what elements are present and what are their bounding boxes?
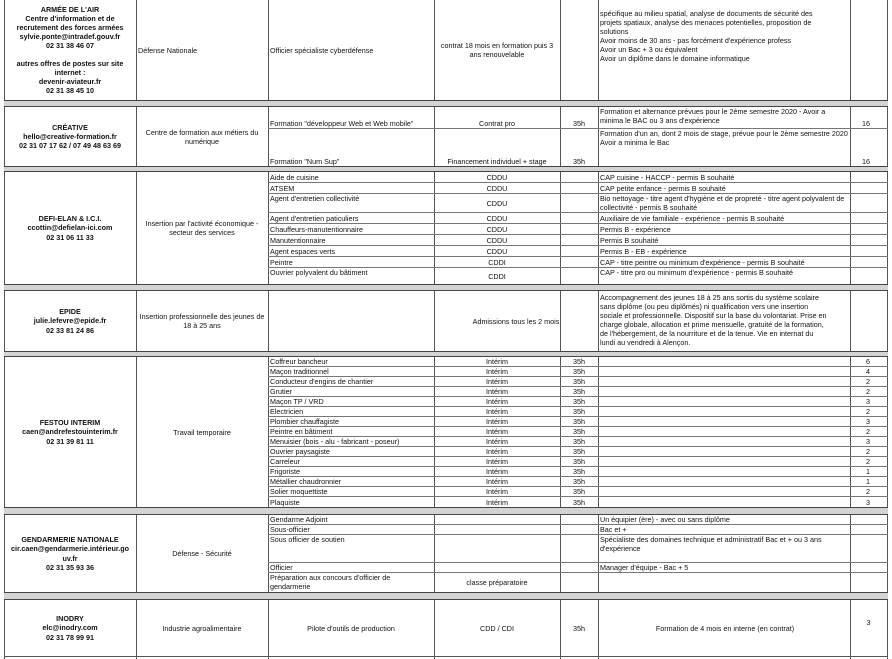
positions-count: 4 — [866, 367, 870, 376]
contract-type: Intérim — [486, 487, 508, 496]
contract-type: CDDU — [486, 224, 508, 234]
requirements — [598, 427, 850, 436]
contract-type — [434, 515, 560, 524]
table-row — [268, 387, 888, 397]
job-title: Officier — [270, 563, 293, 572]
table-row — [268, 487, 888, 497]
hours: 35h — [573, 367, 585, 376]
contract-type: Intérim — [486, 367, 508, 376]
sector-creative: Centre de formation aux métiers du numérique — [145, 127, 259, 146]
org-armee — [4, 0, 136, 100]
hours — [560, 194, 598, 212]
job-title: Menuisier (bois - alu - fabricant - poseur) — [270, 437, 400, 446]
requirements: CAP - titre pro ou minimum d'expérience - permis B souhaité — [600, 268, 793, 277]
requirements — [598, 467, 850, 476]
req-line: lundi au vendredi à Alençon. — [600, 338, 691, 347]
org-phone: 02 31 39 81 11 — [46, 436, 94, 446]
org-line: recrutement des forces armées — [16, 22, 124, 32]
org-email[interactable]: sylvie.ponte@intradef.gouv.fr — [19, 32, 121, 42]
positions-count — [850, 268, 888, 284]
org-email[interactable]: cir.caen@gendarmerie.intérieur.go — [10, 544, 130, 554]
positions-count: 3 — [866, 437, 870, 446]
positions-count: 1 — [866, 467, 870, 476]
table-row — [268, 367, 888, 377]
job-title: Coffreur bancheur — [270, 357, 328, 366]
job-title: Sous officier de soutien — [270, 535, 345, 544]
contract-armee: contrat 18 mois en formation puis 3 ans renouvelable — [440, 41, 554, 59]
contract-type: CDDI — [488, 257, 506, 267]
org-email[interactable]: ccottin@defielan-ici.com — [27, 223, 113, 233]
positions-count — [850, 194, 888, 212]
contract-type: CDDU — [486, 213, 508, 223]
job-title: Agent d'entretien collectivité — [270, 194, 360, 203]
table-row — [268, 427, 888, 437]
positions-count: 1 — [866, 477, 870, 486]
requirements: CAP petite enfance - permis B souhaité — [600, 183, 726, 193]
positions-count: 2 — [866, 407, 870, 416]
hours: 35h — [573, 447, 585, 456]
requirements: Formation et alternance prévues pour le 2ème semestre 2020 - Avoir a minima le BAC ou 3 ans d'expérience — [600, 107, 826, 125]
job-offers-table — [4, 0, 888, 659]
requirements — [598, 447, 850, 456]
table-row — [268, 417, 888, 427]
requirements — [598, 437, 850, 446]
job-title: Maçon TP / VRD — [270, 397, 324, 406]
requirements: Manager d'équipe - Bac + 5 — [600, 563, 689, 572]
hours — [560, 535, 598, 562]
requirements — [598, 497, 850, 507]
req-line: spécifique au milieu spatial, analyse de documents de sécurité des — [600, 9, 813, 18]
org-name: FESTOU INTERIM — [39, 418, 101, 428]
table-row — [268, 397, 888, 407]
sector-gendarmerie: Défense - Sécurité — [172, 549, 232, 558]
job-title: Frigoriste — [270, 467, 300, 476]
contract-type: classe préparatoire — [466, 578, 528, 587]
job-title: Formation "Num Sup" — [270, 157, 340, 166]
table-row — [268, 213, 888, 224]
req-line: charge globale, allocation et prime mensuelle, gratuité de la formation, — [600, 320, 824, 329]
job-title: Ouvrier polyvalent du bâtiment — [270, 268, 368, 277]
positions-count — [850, 573, 888, 592]
contract-type: Financement individuel + stage — [447, 157, 547, 166]
positions-count — [850, 183, 888, 193]
requirements — [598, 407, 850, 416]
requirements: Formation d'un an, dont 2 mois de stage, prévue pour le 2ème semestre 2020 Avoir a minima le Bac — [600, 129, 848, 147]
org-phone: 02 31 78 99 91 — [46, 632, 94, 642]
sector-epide: Insertion professionnelle des jeunes de 18 à 25 ans — [139, 312, 265, 330]
contract-type: CDDU — [486, 198, 508, 208]
job-title: Plaquiste — [270, 497, 300, 507]
org-phone: 02 31 07 17 62 / 07 49 48 63 69 — [19, 141, 121, 151]
table-row — [268, 497, 888, 507]
contract-type: Intérim — [486, 477, 508, 486]
sector-inodry: Industrie agroalimentaire — [162, 623, 242, 633]
positions-count — [850, 515, 888, 524]
job-title: Plombier chauffagiste — [270, 417, 339, 426]
contract-type: Intérim — [486, 467, 508, 476]
job-title: Gendarme Adjoint — [270, 515, 328, 524]
req-line: Avoir un diplôme dans le domaine informatique — [600, 54, 750, 63]
org-email[interactable]: hello@creative-formation.fr — [23, 131, 117, 141]
contract-inodry: CDD / CDI — [480, 623, 514, 633]
sector-armee: Défense Nationale — [138, 45, 198, 55]
requirements — [598, 367, 850, 376]
hours: 35h — [573, 477, 585, 486]
table-row — [268, 377, 888, 387]
positions-count: 6 — [866, 357, 870, 366]
sector-defi-elan: Insertion par l'activité économique - secteur des services — [145, 219, 259, 237]
req-line: solutions — [600, 27, 629, 36]
table-row — [268, 268, 888, 284]
contract-type: Intérim — [486, 447, 508, 456]
requirements — [598, 387, 850, 396]
contract-type — [434, 563, 560, 572]
contract-type: Intérim — [486, 377, 508, 386]
contract-type: Intérim — [486, 407, 508, 416]
hours — [560, 224, 598, 234]
section-separator — [4, 284, 888, 291]
requirements: Permis B souhaité — [600, 235, 659, 245]
table-row — [268, 129, 888, 166]
contract-type: Intérim — [486, 437, 508, 446]
positions-count: 16 — [862, 119, 870, 128]
requirements: CAP - titre peintre ou minimum d'expérience - permis B souhaité — [600, 257, 805, 267]
job-title: Sous-officier — [270, 525, 310, 534]
table-row — [268, 573, 888, 592]
hours: 35h — [573, 377, 585, 386]
hours: 35h — [573, 497, 585, 507]
requirements — [598, 397, 850, 406]
positions-count — [850, 257, 888, 267]
positions-count: 16 — [862, 157, 870, 166]
contract-type: Intérim — [486, 457, 508, 466]
requirements — [598, 477, 850, 486]
org-line: internet : — [54, 67, 86, 77]
table-row — [268, 535, 888, 563]
hours: 35h — [573, 157, 585, 166]
org-creative — [4, 107, 136, 166]
org-phone: 02 31 38 46 07 — [46, 41, 94, 51]
job-title: Manutentionnaire — [270, 235, 326, 245]
job-title: Peintre en bâtiment — [270, 427, 333, 436]
hours: 35h — [573, 487, 585, 496]
requirements — [598, 417, 850, 426]
job-title: Formation "développeur Web et Web mobile" — [270, 119, 414, 128]
job-title: Carreleur — [270, 457, 300, 466]
hours — [560, 515, 598, 524]
req-line: sans diplôme (ou peu diplômés) ni qualification vers une insertion — [600, 302, 809, 311]
positions-count — [850, 213, 888, 223]
org-phone: 02 31 35 93 36 — [46, 562, 94, 572]
org-inodry — [4, 600, 136, 656]
job-title: Solier moquettiste — [270, 487, 328, 496]
requirements — [598, 357, 850, 366]
hours — [560, 246, 598, 256]
contract-type: CDDU — [486, 172, 508, 182]
positions-count: 2 — [866, 427, 870, 436]
requirements — [598, 487, 850, 496]
sector-festou: Travail temporaire — [173, 427, 231, 437]
section-separator — [4, 507, 888, 515]
col-divider — [136, 0, 137, 659]
job-title: Agent espaces verts — [270, 246, 336, 256]
org-line: Centre d'information et de — [25, 13, 115, 23]
org-festou — [4, 357, 136, 507]
positions-count: 3 — [866, 497, 870, 507]
hours — [560, 257, 598, 267]
positions-count — [850, 246, 888, 256]
req-line: sociale et professionnelle. Dispositif sur la base du volontariat. Prise en — [600, 311, 827, 320]
contract-type — [434, 525, 560, 534]
table-row — [268, 563, 888, 573]
hours: 35h — [573, 387, 585, 396]
hours: 35h — [573, 407, 585, 416]
requirements — [598, 457, 850, 466]
positions-count — [850, 563, 888, 572]
requirements: CAP cuisine - HACCP - permis B souhaité — [600, 172, 735, 182]
hours: 35h — [573, 467, 585, 476]
contract-type: CDDU — [486, 246, 508, 256]
org-email[interactable]: uv.fr — [62, 553, 78, 563]
org-name: CRÉATIVE — [52, 122, 88, 132]
requirements: Auxiliaire de vie familiale - expérience - permis B souhaité — [600, 213, 785, 223]
org-epide — [4, 291, 136, 351]
org-line: autres offres de postes sur site — [16, 58, 124, 68]
positions-count: 3 — [866, 417, 870, 426]
req-line: projets spatiaux, analyse des menaces potentielles, proposition de — [600, 18, 812, 27]
requirements-inodry: Formation de 4 mois en interne (en contrat) — [655, 623, 795, 633]
positions-count: 2 — [866, 447, 870, 456]
hours — [560, 563, 598, 572]
table-row — [268, 183, 888, 194]
requirements: Spécialiste des domaines technique et administratif Bac et + ou 3 ans d'expérience — [600, 535, 822, 553]
job-inodry: Pilote d'outils de production — [307, 623, 395, 633]
org-name: GENDARMERIE NATIONALE — [21, 535, 119, 545]
table-row — [268, 172, 888, 183]
hours — [560, 213, 598, 223]
contract-type: Intérim — [486, 417, 508, 426]
hours: 35h — [573, 427, 585, 436]
positions-count: 2 — [866, 387, 870, 396]
table-row — [268, 224, 888, 235]
table-row — [268, 107, 888, 129]
job-title: Ouvrier paysagiste — [270, 447, 330, 456]
contract-type: Intérim — [486, 357, 508, 366]
requirements — [598, 377, 850, 386]
contract-type: CDDU — [486, 235, 508, 245]
org-email[interactable]: julie.lefevre@epide.fr — [33, 316, 107, 326]
contract-type: CDDI — [488, 271, 506, 281]
hours — [560, 525, 598, 534]
row-bottom-border — [4, 656, 888, 657]
requirements: Bio nettoyage - titre agent d'hygiène et de propreté - titre agent polyvalent de collectivité - permis B souhaité — [600, 194, 845, 212]
requirements: Bac et + — [600, 525, 627, 534]
positions-count: 3 — [866, 617, 871, 627]
org-phone: 02 31 38 45 10 — [46, 86, 94, 96]
job-title: Electricien — [270, 407, 304, 416]
positions-count — [850, 172, 888, 182]
table-row — [268, 257, 888, 268]
job-title: Grutier — [270, 387, 292, 396]
contract-epide: Admissions tous les 2 mois — [472, 316, 560, 326]
positions-count — [850, 535, 888, 562]
hours: 35h — [573, 397, 585, 406]
table-row — [268, 235, 888, 246]
table-row — [268, 515, 888, 525]
req-line: Avoir moins de 30 ans - pas forcément d'expérience profess — [600, 36, 792, 45]
job-title: Aide de cuisine — [270, 172, 319, 182]
positions-count: 2 — [866, 377, 870, 386]
hours: 35h — [573, 357, 585, 366]
requirements: Permis B - expérience — [600, 224, 671, 234]
hours: 35h — [573, 457, 585, 466]
table-row — [268, 525, 888, 535]
requirements: Permis B - EB - expérience — [600, 246, 687, 256]
table-row — [268, 407, 888, 417]
job-title: ATSEM — [270, 183, 295, 193]
org-defi-elan — [4, 172, 136, 284]
table-row — [268, 457, 888, 467]
org-email[interactable]: caen@andrefestouinterim.fr — [22, 427, 118, 437]
requirements: Un équipier (ère) - avec ou sans diplôme — [600, 515, 730, 524]
positions-count: 2 — [866, 457, 870, 466]
org-email[interactable]: elc@inodry.com — [42, 623, 98, 633]
table-row — [268, 447, 888, 457]
hours: 35h — [573, 417, 585, 426]
table-row — [268, 194, 888, 213]
contract-type: Intérim — [486, 397, 508, 406]
contract-type — [434, 535, 560, 562]
job-title: Maçon traditionnel — [270, 367, 329, 376]
contract-type: Intérim — [486, 387, 508, 396]
org-phone: 02 33 81 24 86 — [46, 325, 94, 335]
table-row — [268, 437, 888, 447]
table-row — [268, 477, 888, 487]
req-line: de l'hébergement, de la nourriture et de la tenue. Vie en internat du — [600, 329, 814, 338]
job-title: Conducteur d'engins de chantier — [270, 377, 374, 386]
positions-count — [850, 224, 888, 234]
positions-count — [850, 525, 888, 534]
requirements — [598, 573, 850, 592]
org-name: INODRY — [56, 614, 84, 624]
hours — [560, 268, 598, 284]
job-title: Chauffeurs-manutentionnaire — [270, 224, 363, 234]
req-line: Accompagnement des jeunes 18 à 25 ans sortis du système scolaire — [600, 293, 819, 302]
org-name: ARMÉE DE L'AIR — [40, 4, 100, 14]
contract-type: Contrat pro — [479, 119, 515, 128]
org-name: EPIDE — [59, 307, 81, 317]
hours-inodry: 35h — [573, 623, 585, 633]
hours — [560, 172, 598, 182]
req-line: Avoir un Bac + 3 ou équivalent — [600, 45, 698, 54]
requirements-armee — [598, 8, 850, 64]
job-title: Préparation aux concours d'officier de gendarmerie — [270, 573, 391, 591]
contract-type: Intérim — [486, 427, 508, 436]
table-row — [268, 467, 888, 477]
contract-type: CDDU — [486, 183, 508, 193]
hours — [560, 573, 598, 592]
job-title: Métallier chaudronnier — [270, 477, 342, 486]
hours: 35h — [573, 119, 585, 128]
positions-count: 3 — [866, 397, 870, 406]
org-gendarmerie — [4, 515, 136, 592]
job-title: Peintre — [270, 257, 293, 267]
hours: 35h — [573, 437, 585, 446]
job-title: Agent d'entretien paticuliers — [270, 213, 359, 223]
org-phone: 02 31 06 11 33 — [46, 232, 94, 242]
positions-count: 2 — [866, 487, 870, 496]
job-armee: Officier spécialiste cyberdéfense — [270, 45, 374, 55]
positions-count — [850, 235, 888, 245]
contract-type: Intérim — [486, 497, 508, 507]
hours — [560, 235, 598, 245]
section-separator — [4, 592, 888, 600]
section-separator — [4, 100, 888, 107]
org-website[interactable]: devenir-aviateur.fr — [38, 77, 102, 86]
table-row — [268, 246, 888, 257]
table-row — [268, 357, 888, 367]
org-name: DEFI-ELAN & I.C.I. — [38, 214, 102, 224]
hours — [560, 183, 598, 193]
requirements-epide — [598, 292, 850, 348]
